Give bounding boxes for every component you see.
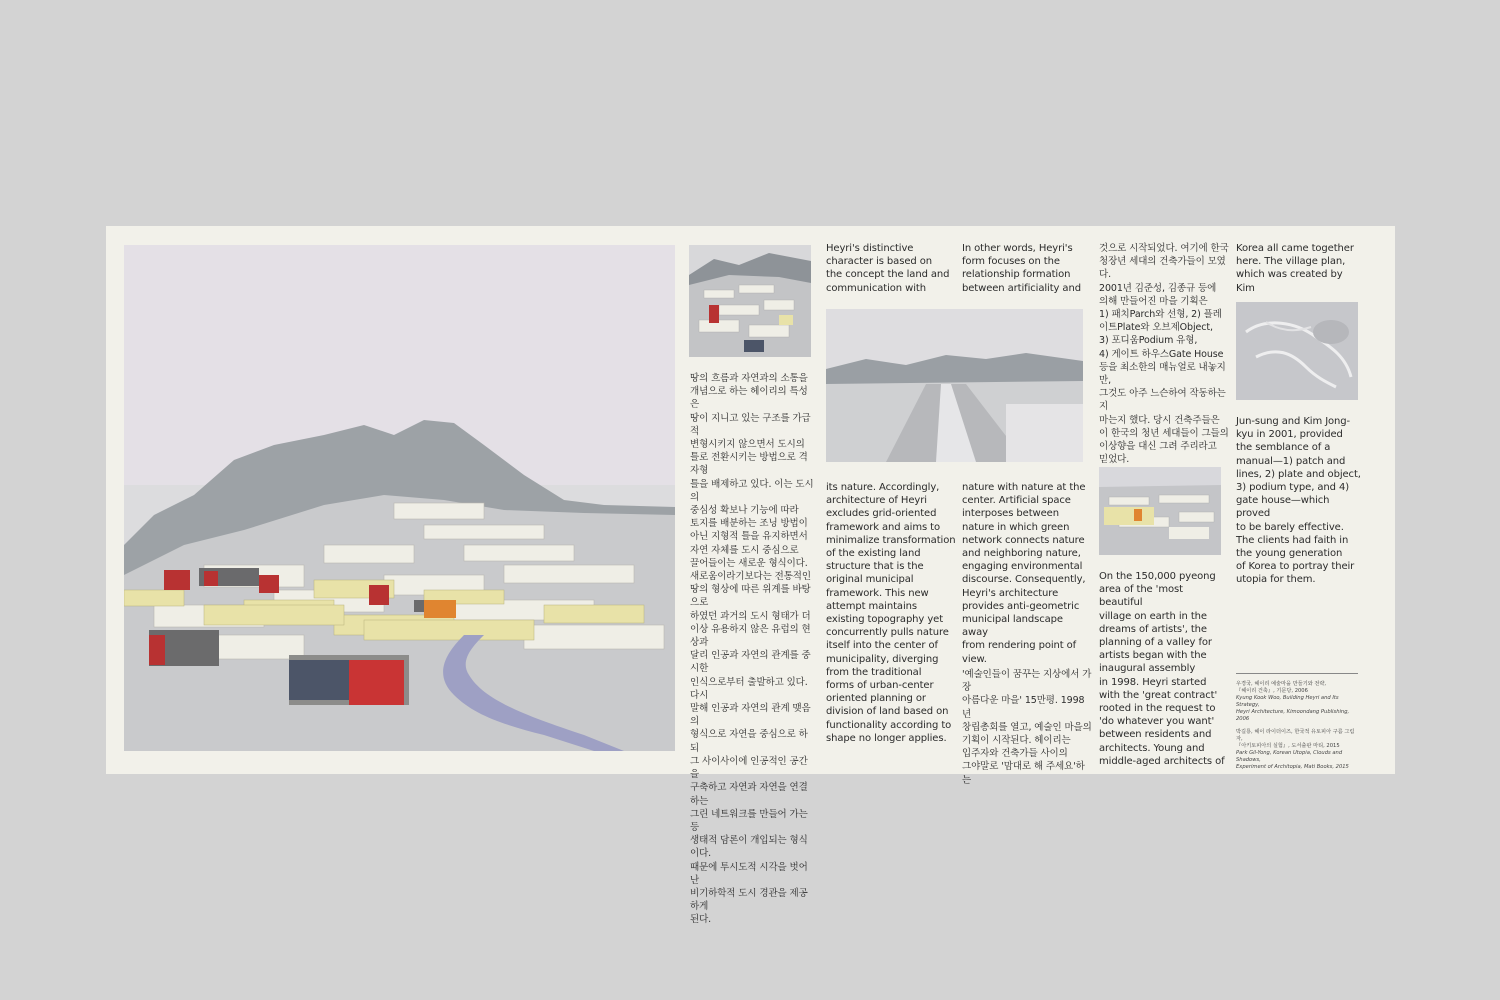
english-body-column-2-bottom: nature with nature at the center. Artificial space interposes between nature in which green network connects nature and neighboring nature, engaging environmental discourse. Consequently, Heyri's architecture provides anti-geometric municipal landscape away from rendering point of view. [962, 482, 1086, 665]
reference-1-en2: Heyri Architecture, Kimoondang Publishing, 2006 [1236, 709, 1350, 722]
landscape-perspective-image [826, 309, 1083, 462]
english-body-column-4-top: Korea all came together here. The village plan, which was created by Kim [1236, 243, 1354, 294]
english-body-column-1-top: Heyri's distinctive character is based on the concept the land and communication with [826, 243, 950, 294]
book-spread [106, 226, 1395, 926]
korean-body-column-3: 것으로 시작되었다. 여기에 한국 청장년 세대의 건축가들이 모였다. 2001년 김준성, 김종규 등에 의해 만들어진 마을 기획은 1) 패치Parch와 선형, 2) 플레 이트Plate와 오브제Object, 3) 포디움Podium 유형, 4) 게이트 하우스Gate House 등을 최소한의 매뉴얼로 내놓지만, 그것도 아주 느슨하여 작동하는지 마는지 했다. 당시 건축주들은 이 한국의 청년 세대들이 그들의 이상향을 대신 그려 주리라고 믿었다. [1099, 243, 1229, 466]
english-body-column-1-bottom: its nature. Accordingly, architecture of Heyri excludes grid-oriented framework and aims to minimalize transformation of the existing land structure that is the original municipal framework. This new attempt maintains existing topography yet concurrently pulls nature itself into the center of municipality, diverging from the traditional forms of urban-center oriented planning or division of land based on functionality according to shape no longer applies. [826, 482, 956, 744]
reference-2-en: Park Gil-Yong, Korean Utopia, Clouds and Shadows, [1236, 750, 1343, 763]
reference-2-en2: Experiment of Architopia, Mati Books, 2015 [1236, 764, 1349, 770]
korean-body-column-2: '예술인들이 꿈꾸는 지상에서 가장 아름다운 마을' 15만평. 1998년 창립총회를 열고, 예술인 마을의 기획이 시작된다. 헤이리는 입주자와 건축가들 사이의 그야말로 '맘대로 해 주세요'하는 [962, 669, 1092, 786]
reference-1-kr: 우경국, 헤이리 예술마을 만들기와 전략, [1236, 681, 1327, 687]
english-body-column-4-bottom: Jun-sung and Kim Jong- kyu in 2001, provided the semblance of a manual—1) patch and lines, 2) plate and object, 3) podium type, and 4) gate house—which proved to be barely effective. The clients had faith in the young generation of Korea to portray their utopia for them. [1236, 416, 1361, 586]
site-model-image [1236, 302, 1358, 400]
references-divider [1236, 673, 1358, 674]
reference-1 [1236, 681, 1360, 723]
reference-1-kr2: 『헤이리 건축』, 기문당, 2006 [1236, 688, 1308, 694]
village-plan-rendering [1099, 467, 1221, 555]
reference-2-kr2: 『아키토피아의 실험』, 도서출판 마티, 2015 [1236, 743, 1340, 749]
english-body-column-2-top: In other words, Heyri's form focuses on the relationship formation between artificiality and [962, 243, 1081, 294]
reference-2-kr: 박길룡, 헤이 라이더이즈, 한국적 유토피아 구름 그림자, [1236, 729, 1355, 742]
references [1236, 681, 1360, 777]
reference-2 [1236, 729, 1360, 771]
korean-body-column-1: 땅의 흐름과 자연과의 소통을 개념으로 하는 헤이리의 특성은 땅이 지니고 있는 구조를 가급적 변형시키지 않으면서 도시의 틀로 전환시키는 방법으로 격자형 틀을 배제하고 있다. 이는 도시의 중심성 확보나 기능에 따라 토지를 배분하는 조닝 방법이 아닌 지형적 틀을 유지하면서 자연 자체를 도시 중심으로 끌어들이는 새로운 형식이다. 새로움이라기보다는 전통적인 땅의 형상에 따른 위계를 바탕으로 하였던 과거의 도시 형태가 더 이상 유용하지 않은 유럽의 현상과 달리 인공과 자연의 관계를 중시한 인식으로부터 출발하고 있다. 다시 말해 인공과 자연의 관계 맺음의 형식으로 자연을 중심으로 하되 그 사이사이에 인공적인 공간을 구축하고 자연과 자연을 연결하는 그린 네트워크를 만들어 가는 등 생태적 담론이 개입되는 형식이다. 때문에 투시도적 시각을 벗어난 비기하학적 도시 경관을 제공하게 된다. [690, 373, 814, 926]
english-body-column-3-bottom: On the 150,000 pyeong area of the 'most beautiful village on earth in the dreams of artists', the planning of a valley for artists began with the inaugural assembly in 1998. Heyri started with the 'great contract' rooted in the request to 'do whatever you want' between residents and architects. Young and middle-aged architects of [1099, 571, 1225, 767]
heyri-village-rendering [124, 245, 675, 751]
village-aerial-thumbnail [689, 245, 811, 357]
reference-1-en: Kyung Kook Woo, Building Heyri and Its Strategy, [1236, 695, 1339, 708]
